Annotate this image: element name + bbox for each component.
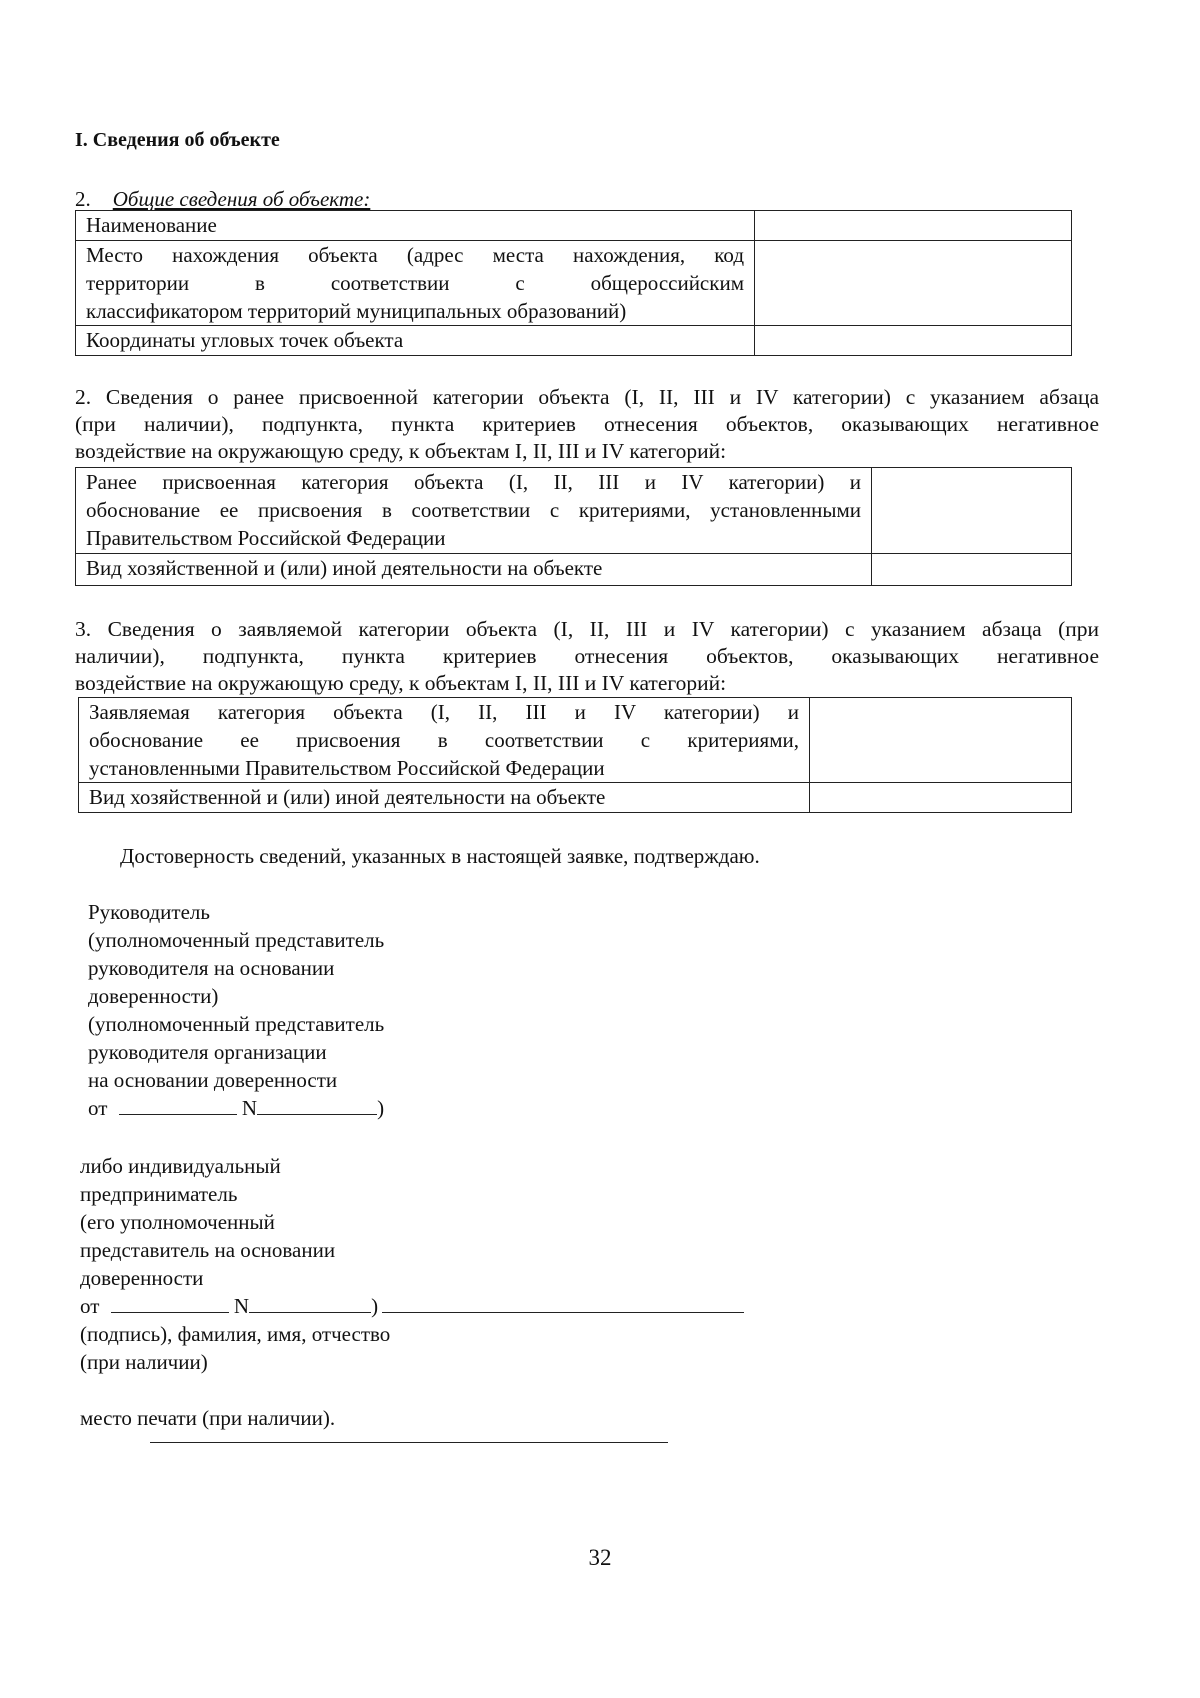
date-blank-field[interactable] [111,1292,229,1313]
previous-category-table [75,467,1072,586]
number-label: N [233,1294,250,1318]
table-cell-label [76,241,755,326]
table-cell-line: Правительством Российской Федерации [86,526,446,550]
closing-paren: ) [371,1294,379,1318]
declared-category-paragraph [75,616,1099,697]
block-line: (его уполномоченный [80,1210,275,1234]
from-label: от [88,1096,108,1120]
previous-category-paragraph [75,384,1099,465]
block-line: Руководитель [88,900,210,924]
table-cell-line: установленными Правительством Российской Федерации [89,756,605,780]
power-of-attorney-line [80,1292,744,1320]
block-line: доверенности [80,1266,204,1290]
declared-category-value-field[interactable] [810,698,1072,783]
closing-paren: ) [377,1096,385,1120]
power-of-attorney-line [88,1094,384,1122]
table-cell-line: Заявляемая категория объекта (I, II, III и IV категории) и [89,700,799,724]
signature-caption: (при наличии) [80,1350,208,1374]
paragraph-line: воздействие на окружающую среду, к объектам I, II, III и IV категорий: [75,671,727,695]
general-info-table [75,210,1072,356]
table-cell-line: классификатором территорий муниципальных образований) [86,299,627,323]
head-signature-block [88,898,384,1122]
coordinates-value-field[interactable] [755,326,1072,356]
table-cell-label [79,698,810,783]
table-cell-line: Место нахождения объекта (адрес места нахождения, код [86,243,744,267]
stamp-place-text: место печати (при наличии). [80,1406,336,1430]
table-cell-label [76,468,872,554]
date-blank-field[interactable] [119,1094,237,1115]
declared-activity-value-field[interactable] [810,783,1072,813]
previous-category-value-field[interactable] [872,468,1072,554]
table-cell-line: Ранее присвоенная категория объекта (I, II, III и IV категории) и [86,470,861,494]
page-number: 32 [588,1545,612,1570]
block-line: руководителя на основании [88,956,335,980]
entrepreneur-signature-block [80,1152,744,1376]
block-line: (уполномоченный представитель [88,1012,385,1036]
signature-line[interactable] [382,1292,744,1313]
name-value-field[interactable] [755,211,1072,241]
signature-caption: (подпись), фамилия, имя, отчество [80,1322,391,1346]
table-cell-label: Наименование [76,211,755,241]
from-label: от [80,1294,100,1318]
block-line: (уполномоченный представитель [88,928,385,952]
paragraph-line: 3. Сведения о заявляемой категории объекта (I, II, III и IV категории) с указанием абзаца (при [75,617,1099,641]
number-blank-field[interactable] [249,1292,371,1313]
block-line: на основании доверенности [88,1068,338,1092]
location-value-field[interactable] [755,241,1072,326]
block-line: доверенности) [88,984,219,1008]
table-cell-label: Вид хозяйственной и (или) иной деятельности на объекте [76,554,872,586]
table-cell-line: обоснование ее присвоения в соответствии с критериями, установленными [86,498,861,522]
footer-rule [150,1442,668,1443]
paragraph-line: наличии), подпункта, пункта критериев отнесения объектов, оказывающих негативное [75,644,1099,668]
table-cell-line: территории в соответствии с общероссийским [86,271,744,295]
block-line: либо индивидуальный [80,1154,281,1178]
subsection-title: Общие сведения об объекте: [112,187,371,211]
number-label: N [241,1096,258,1120]
general-info-subtitle [75,185,370,213]
block-line: руководителя организации [88,1040,327,1064]
confirmation-text: Достоверность сведений, указанных в настоящей заявке, подтверждаю. [120,844,760,868]
paragraph-line: (при наличии), подпункта, пункта критериев отнесения объектов, оказывающих негативное [75,412,1099,436]
table-cell-line: обоснование ее присвоения в соответствии с критериями, [89,728,799,752]
subsection-number: 2. [75,187,91,211]
paragraph-line: 2. Сведения о ранее присвоенной категории объекта (I, II, III и IV категории) с указанием абзаца [75,385,1099,409]
activity-value-field[interactable] [872,554,1072,586]
number-blank-field[interactable] [257,1094,377,1115]
table-cell-label: Координаты угловых точек объекта [76,326,755,356]
section-heading: I. Сведения об объекте [75,129,280,151]
declared-category-table [78,697,1072,813]
block-line: представитель на основании [80,1238,336,1262]
table-cell-label: Вид хозяйственной и (или) иной деятельности на объекте [79,783,810,813]
block-line: предприниматель [80,1182,238,1206]
paragraph-line: воздействие на окружающую среду, к объектам I, II, III и IV категорий: [75,439,727,463]
